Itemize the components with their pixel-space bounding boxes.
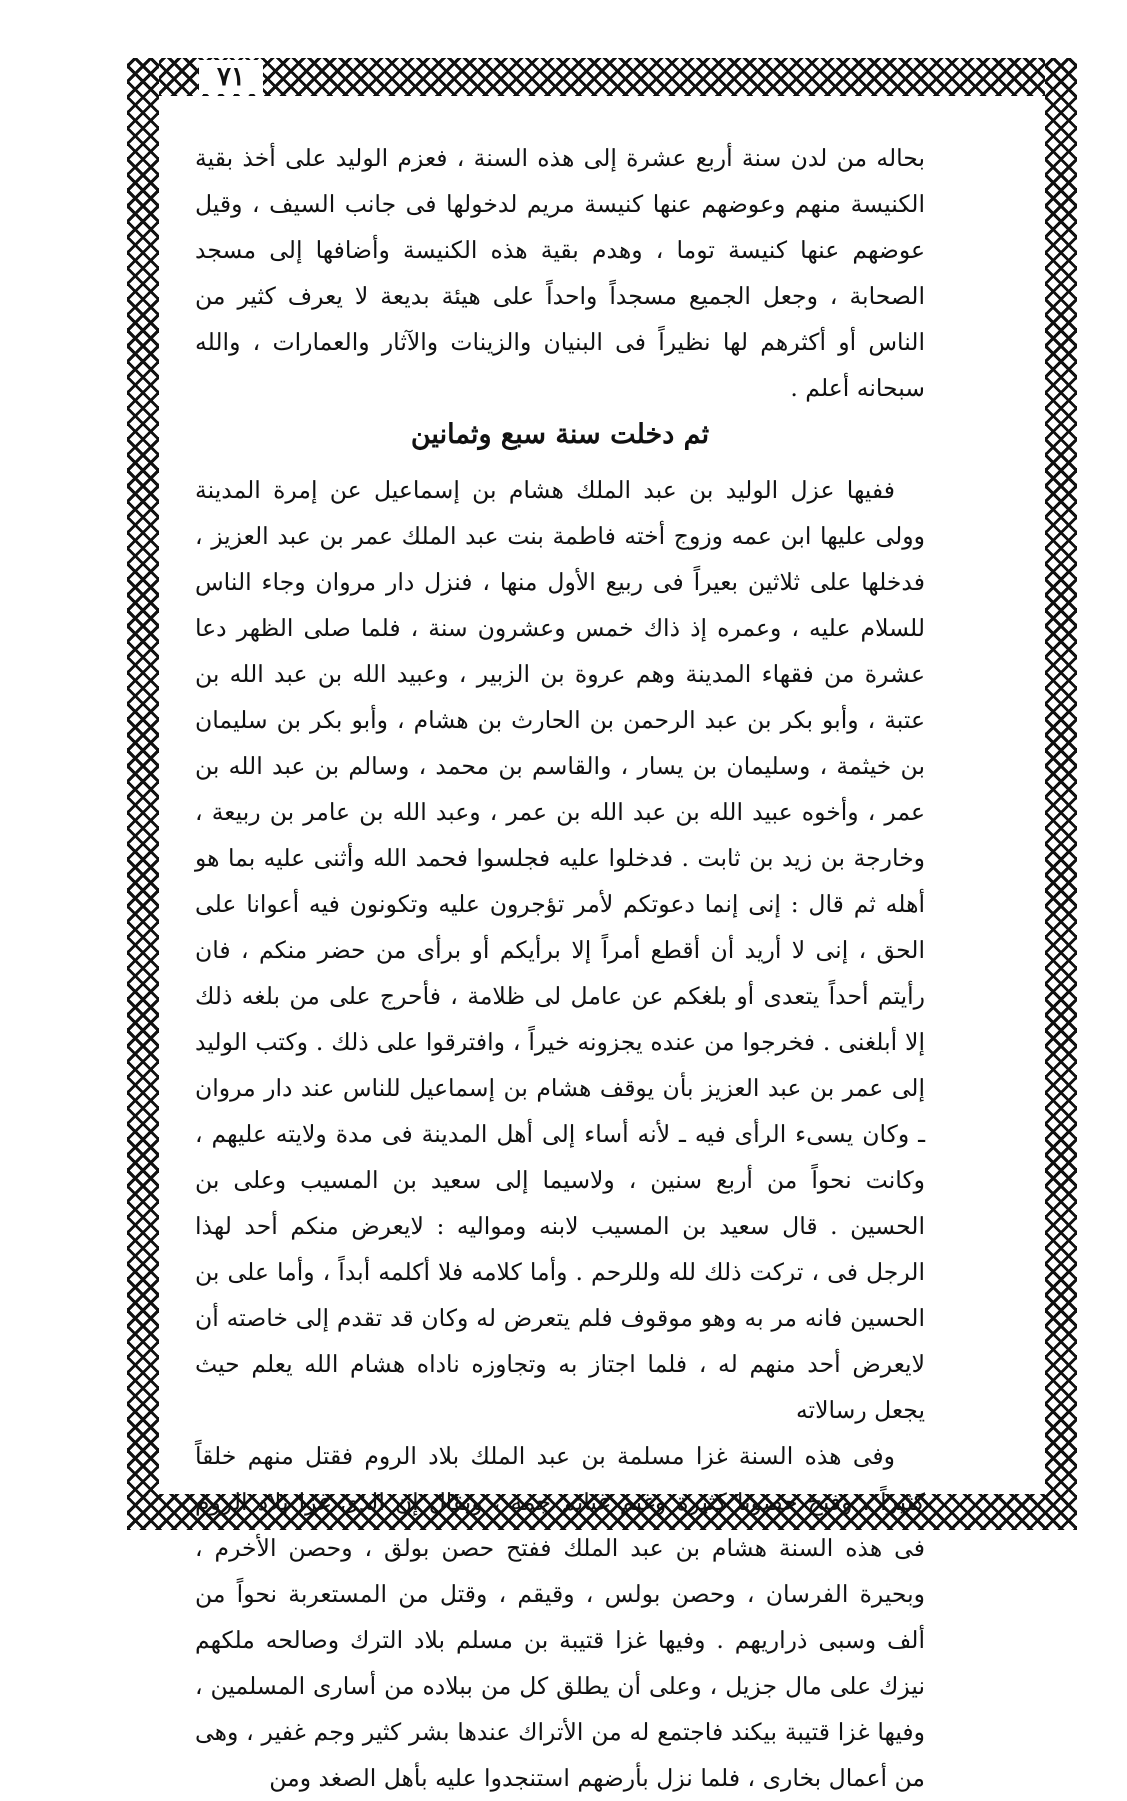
paragraph-opening: بحاله من لدن سنة أربع عشرة إلى هذه السنة ، فعزم الوليد على أخذ بقية الكنيسة منهم وعوضهم عنها كنيسة مريم لدخولها فى جانب السيف ، وقيل عوضهم عنها كنيسة توما ، وهدم بقية هذه الكنيسة وأضافها إلى مسجد الصحابة ، وجعل الجميع مسجداً واحداً على هيئة بديعة لا يعرف كثير من الناس أو أكثرهم لها نظيراً فى البنيان والزينات والآثار والعمارات ، والله سبحانه أعلم . [195,144,925,402]
paragraph-campaigns: وفى هذه السنة غزا مسلمة بن عبد الملك بلاد الروم فقتل منهم خلقاً كثيراً ، وفتح حصونا كثيرة وغنم غنائم جمة ، ويقال إن الذى غزا بلاد الروم فى هذه السنة هشام بن عبد الملك ففتح حصن بولق ، وحصن الأخرم ، وبحيرة الفرسان ، وحصن بولس ، وقيقم ، وقتل من المستعربة نحواً من ألف وسبى ذراريهم . وفيها غزا قتيبة بن مسلم بلاد الترك وصالحه ملكهم نيزك على مال جزيل ، وعلى أن يطلق كل من ببلاده من أسارى المسلمين ، وفيها غزا قتيبة بيكند فاجتمع له من الأتراك عندها بشر كثير وجم غفير ، وهى من أعمال بخارى ، فلما نزل بأرضهم استنجدوا عليه بأهل الصغد ومن [195,1442,925,1792]
paragraph-year-87: ففيها عزل الوليد بن عبد الملك هشام بن إسماعيل عن إمرة المدينة وولى عليها ابن عمه وزوج أخته فاطمة بنت عبد الملك عمر بن عبد العزيز ، فدخلها على ثلاثين بعيراً فى ربيع الأول منها ، فنزل دار مروان وجاء الناس للسلام عليه ، وعمره إذ ذاك خمس وعشرون سنة ، فلما صلى الظهر دعا عشرة من فقهاء المدينة وهم عروة بن الزبير ، وعبيد الله بن عبد الله بن عتبة ، وأبو بكر بن عبد الرحمن بن الحارث بن هشام ، وأبو بكر بن سليمان بن خيثمة ، وسليمان بن يسار ، والقاسم بن محمد ، وسالم بن عبد الله بن عمر ، وأخوه عبيد الله بن عبد الله بن عمر ، وعبد الله بن عامر بن ربيعة ، وخارجة بن زيد بن ثابت . فدخلوا عليه فجلسوا فحمد الله وأثنى عليه بما هو أهله ثم قال : إنى إنما دعوتكم لأمر تؤجرون عليه وتكونون فيه أعوانا على الحق ، إنى لا أريد أن أقطع أمراً إلا برأيكم أو برأى من حضر منكم ، فان رأيتم أحداً يتعدى أو بلغكم عن عامل لى ظلامة ، فأحرج على من بلغه ذلك إلا أبلغنى . فخرجوا من عنده يجزونه خيراً ، وافترقوا على ذلك . وكتب الوليد إلى عمر بن عبد العزيز بأن يوقف هشام بن إسماعيل للناس عند دار مروان ـ وكان يسىء الرأى فيه ـ لأنه أساء إلى أهل المدينة فى مدة ولايته عليهم ، وكانت نحواً من أربع سنين ، ولاسيما إلى سعيد بن المسيب وعلى بن الحسين . قال سعيد بن المسيب لابنه ومواليه : لايعرض منكم أحد لهذا الرجل فى ، تركت ذلك لله وللرحم . وأما كلامه فلا أكلمه أبداً ، وأما على بن الحسين فانه مر به وهو موقوف فلم يتعرض له وكان قد تقدم إلى خاصته أن لايعرض أحد منهم له ، فلما اجتاز به وتجاوزه ناداه هشام الله يعلم حيث يجعل رسالاته [195,476,925,1424]
page-body [195,135,925,1792]
page-number: ٧١ [199,60,263,94]
ornamental-border-left [127,58,159,1530]
ornamental-border-right [1045,58,1077,1530]
ornamental-border-top [127,58,1077,96]
section-heading: ثم دخلت سنة سبع وثمانين [410,419,710,450]
